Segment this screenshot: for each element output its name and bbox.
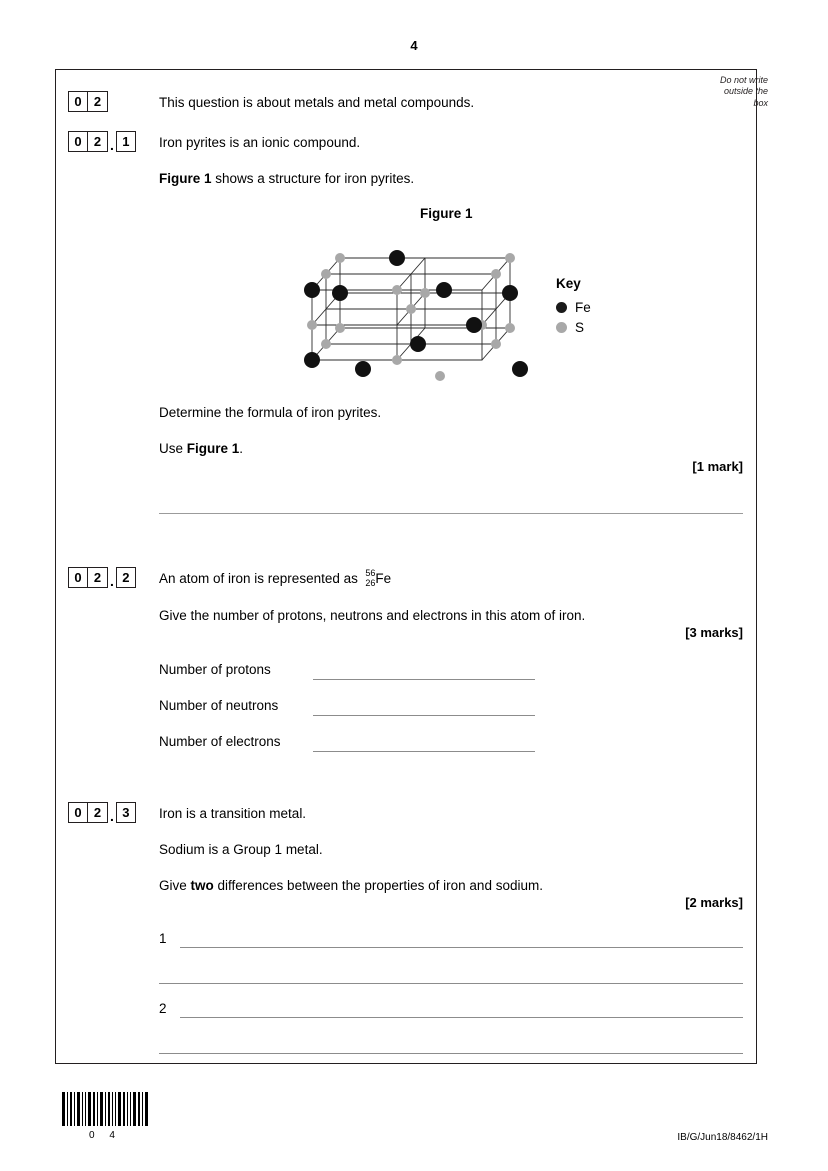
field-label-neutrons: Number of neutrons xyxy=(159,698,279,713)
part-2-digit-1: 0 xyxy=(68,567,88,588)
outside-note-line-1: Do not write xyxy=(719,75,768,85)
isotope-mass-number: 56 xyxy=(365,568,376,578)
part-1-dot: . xyxy=(110,137,114,153)
page-number: 4 xyxy=(410,38,418,53)
part-2-marks: [3 marks] xyxy=(685,625,743,640)
part-2-sub: 2 xyxy=(116,567,136,588)
part-number-02-2 xyxy=(68,567,136,588)
answer-label-2: 2 xyxy=(159,1001,167,1016)
part-1-prompt-2-bold: Figure 1 xyxy=(186,441,240,456)
part-3-answer-line-1b[interactable] xyxy=(159,983,743,984)
field-label-electrons: Number of electrons xyxy=(159,734,281,749)
part-2-line-1 xyxy=(159,570,719,589)
isotope-numbers xyxy=(365,569,375,588)
question-frame xyxy=(55,69,757,1064)
part-2-line-2: Give the number of protons, neutrons and electrons in this atom of iron. xyxy=(159,608,586,623)
part-1-prompt-2-pre: Use xyxy=(159,441,187,456)
part-3-line-3-post: differences between the properties of iron and sodium. xyxy=(213,878,543,893)
part-3-line-1: Iron is a transition metal. xyxy=(159,806,307,821)
part-3-dot: . xyxy=(110,808,114,824)
question-digit-2: 2 xyxy=(88,91,108,112)
part-3-answer-line-2b[interactable] xyxy=(159,1053,743,1054)
key-row-s xyxy=(556,317,591,337)
isotope-atomic-number: 26 xyxy=(365,577,376,588)
question-stem: This question is about metals and metal compounds. xyxy=(159,95,475,110)
answer-blank-neutrons[interactable] xyxy=(313,715,535,716)
part-1-prompt-2-post: . xyxy=(239,441,244,456)
part-1-marks: [1 mark] xyxy=(692,459,743,474)
part-3-digit-2: 2 xyxy=(88,802,108,823)
question-number-02 xyxy=(68,91,108,112)
part-1-prompt-1: Determine the formula of iron pyrites. xyxy=(159,405,382,420)
part-3-answer-line-1a[interactable] xyxy=(180,947,743,948)
part-2-digit-2: 2 xyxy=(88,567,108,588)
fe-marker-icon xyxy=(556,302,567,313)
part-2-dot: . xyxy=(110,573,114,589)
part-1-line-1: Iron pyrites is an ionic compound. xyxy=(159,135,361,150)
key-label-fe: Fe xyxy=(575,299,591,315)
part-number-02-3 xyxy=(68,802,136,823)
key-label-s: S xyxy=(575,319,585,335)
part-1-line-2 xyxy=(159,170,719,187)
figure-1-reference: Figure 1 xyxy=(159,171,212,186)
part-1-answer-line-1[interactable] xyxy=(159,513,743,514)
barcode-label: 0 4 xyxy=(89,1130,121,1141)
key-row-fe xyxy=(556,297,591,317)
figure-1-caption: Figure 1 xyxy=(420,206,473,221)
s-marker-icon xyxy=(556,322,567,333)
figure-1-key xyxy=(556,276,591,337)
part-3-line-2: Sodium is a Group 1 metal. xyxy=(159,842,323,857)
question-digit-1: 0 xyxy=(68,91,88,112)
footer-code: IB/G/Jun18/8462/1H xyxy=(677,1132,768,1143)
part-1-digit-2: 2 xyxy=(88,131,108,152)
outside-note-line-2: outside the xyxy=(723,86,768,97)
isotope-notation xyxy=(365,570,391,589)
key-title: Key xyxy=(556,276,581,291)
barcode xyxy=(62,1092,148,1126)
part-number-02-1 xyxy=(68,131,136,152)
isotope-symbol: Fe xyxy=(375,571,392,587)
outside-note-line-3: box xyxy=(753,97,768,108)
part-3-marks: [2 marks] xyxy=(685,895,743,910)
part-3-line-3-pre: Give xyxy=(159,878,191,893)
answer-label-1: 1 xyxy=(159,931,167,946)
part-1-prompt-2 xyxy=(159,440,719,457)
part-1-line-2-rest: shows a structure for iron pyrites. xyxy=(211,171,415,186)
part-1-sub: 1 xyxy=(116,131,136,152)
field-label-protons: Number of protons xyxy=(159,662,271,677)
part-3-digit-1: 0 xyxy=(68,802,88,823)
part-3-sub: 3 xyxy=(116,802,136,823)
part-3-line-3 xyxy=(159,877,759,894)
part-3-answer-line-2a[interactable] xyxy=(180,1017,743,1018)
part-1-digit-1: 0 xyxy=(68,131,88,152)
part-3-emphasis-two: two xyxy=(190,878,214,893)
answer-blank-protons[interactable] xyxy=(313,679,535,680)
answer-blank-electrons[interactable] xyxy=(313,751,535,752)
part-2-line-1-pre: An atom of iron is represented as xyxy=(159,571,358,587)
